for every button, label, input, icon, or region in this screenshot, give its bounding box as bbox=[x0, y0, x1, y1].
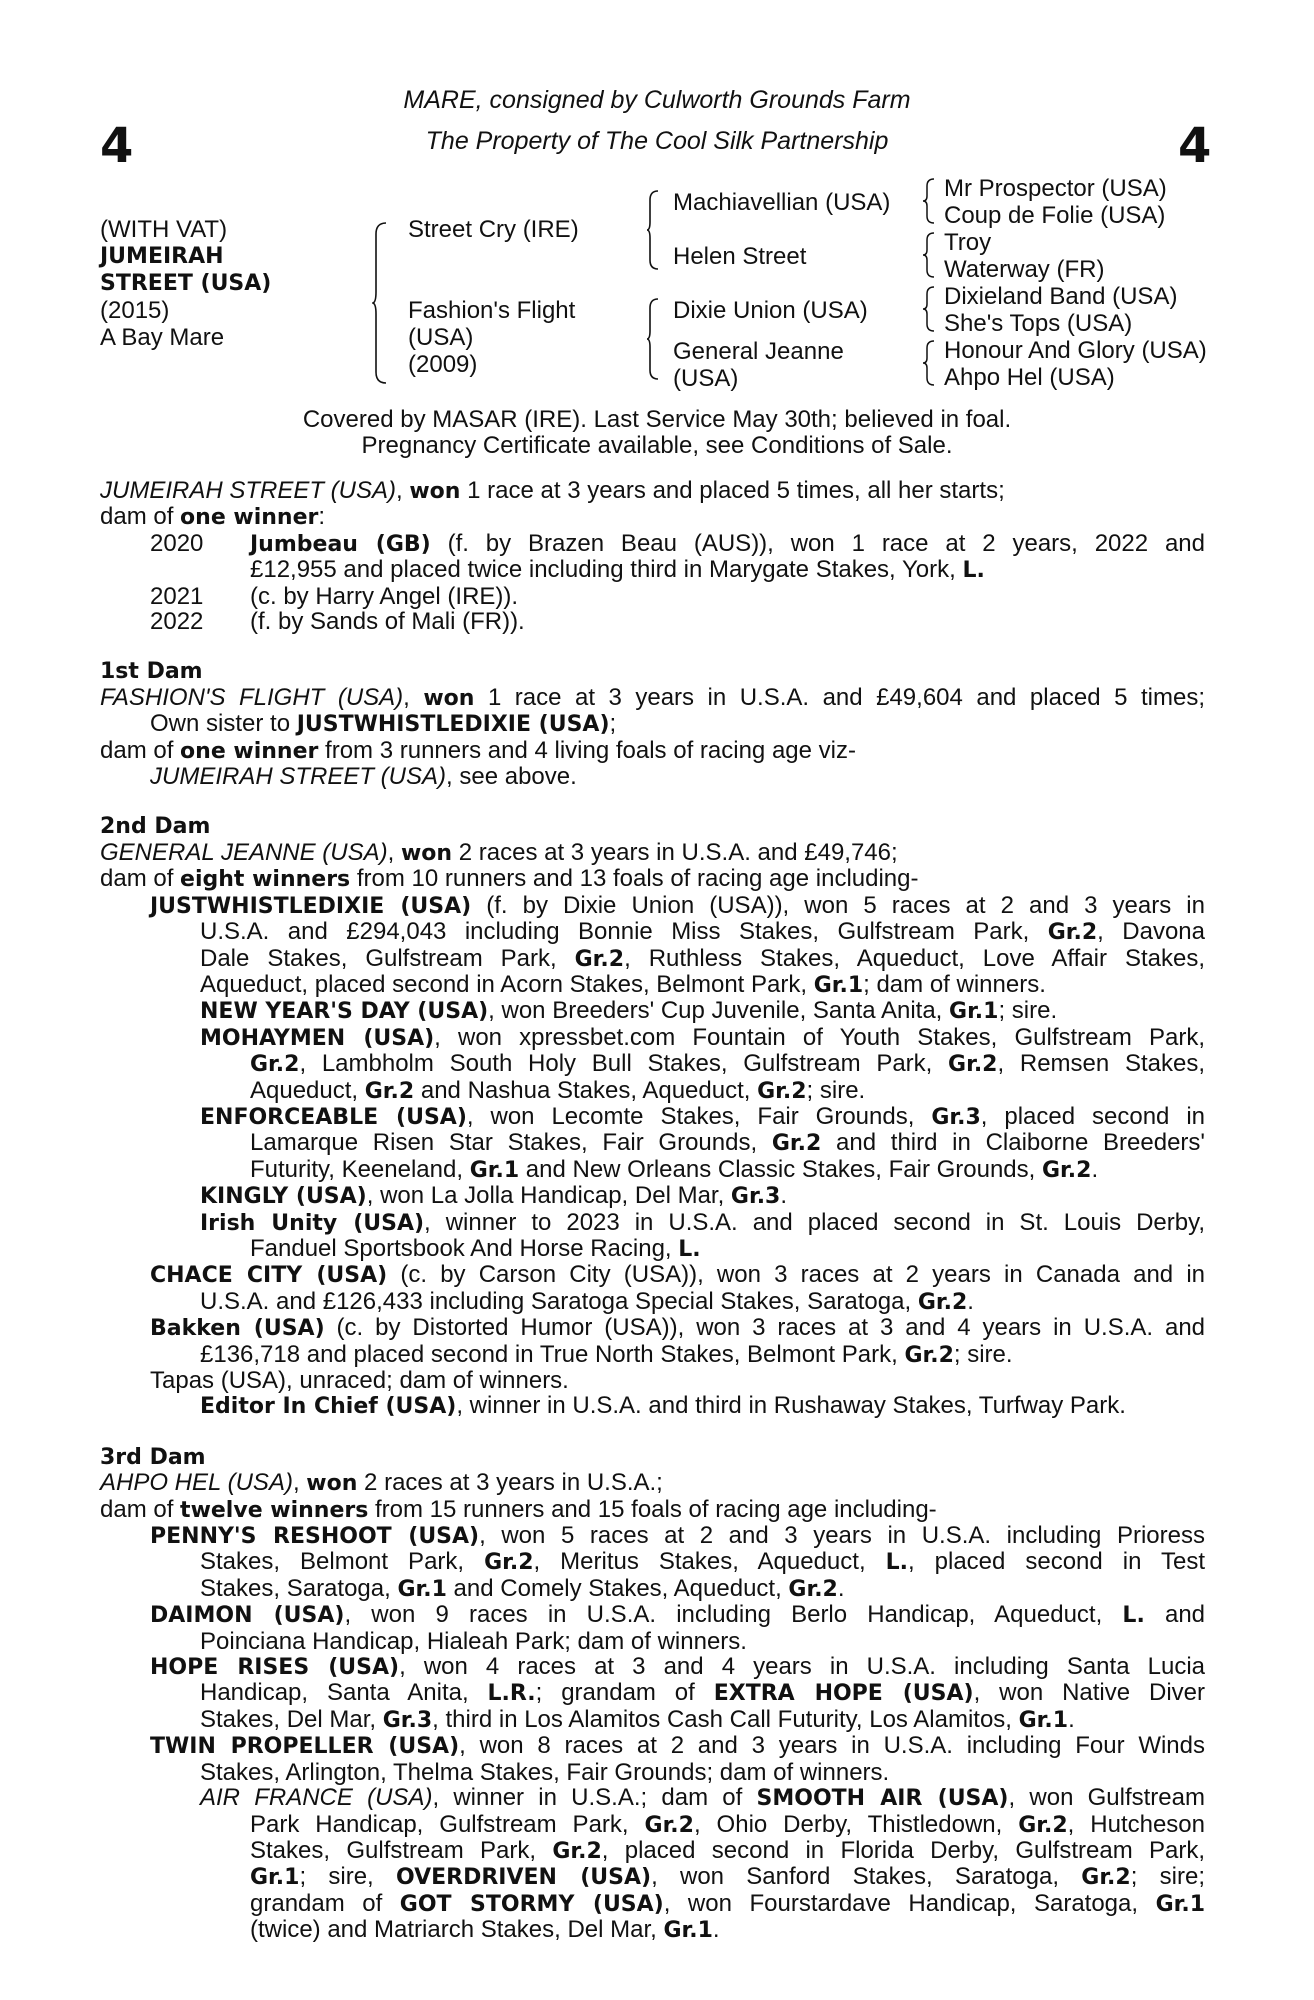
text-line: DAIMON (USA), won 9 races in U.S.A. including Berlo Handicap, Aqueduct, L. and bbox=[150, 1601, 1206, 1629]
brace-dd bbox=[922, 340, 936, 386]
produce-row: 2020 Jumbeau (GB) (f. by Brazen Beau (AUS)), won 1 race at 2 years, 2022 and bbox=[150, 529, 1205, 557]
pedigree-dds: Honour And Glory (USA) bbox=[944, 337, 1207, 364]
brace-sd bbox=[922, 232, 936, 278]
section-heading: 1st Dam bbox=[100, 659, 203, 685]
text-line: HOPE RISES (USA), won 4 races at 3 and 4 years in U.S.A. including Santa Lucia bbox=[150, 1653, 1205, 1681]
text-line: Futurity, Keeneland, Gr.1 and New Orleans Classic Stakes, Fair Grounds, Gr.2. bbox=[250, 1155, 1099, 1183]
text-line: Poinciana Handicap, Hialeah Park; dam of winners. bbox=[200, 1627, 747, 1655]
text-line: JUMEIRAH STREET (USA), won 1 race at 3 years and placed 5 times, all her starts; bbox=[100, 477, 1005, 504]
covered-line: Covered by MASAR (IRE). Last Service May 30th; believed in foal. bbox=[302, 406, 1012, 433]
text-line: Aqueduct, placed second in Acorn Stakes, Belmont Park, Gr.1; dam of winners. bbox=[200, 970, 1046, 998]
lot-name-line2: STREET (USA) bbox=[100, 271, 272, 296]
text-line: Own sister to JUSTWHISTLEDIXIE (USA); bbox=[150, 710, 617, 738]
pedigree-dam-dam-line2: (USA) bbox=[673, 365, 739, 392]
property-line: The Property of The Cool Silk Partnership bbox=[425, 127, 889, 155]
brace-gen1 bbox=[372, 222, 388, 384]
section-heading: 2nd Dam bbox=[100, 814, 211, 840]
text-line: PENNY'S RESHOOT (USA), won 5 races at 2 and 3 years in U.S.A. including Prioress bbox=[150, 1522, 1205, 1550]
text-line: dam of one winner from 3 runners and 4 living foals of racing age viz- bbox=[100, 736, 856, 764]
text-line: Bakken (USA) (c. by Distorted Humor (USA)), won 3 races at 3 and 4 years in U.S.A. and bbox=[150, 1314, 1206, 1342]
text-line: JUSTWHISTLEDIXIE (USA) (f. by Dixie Union (USA)), won 5 races at 2 and 3 years in bbox=[150, 891, 1205, 919]
pedigree-dam: Fashion's Flight bbox=[408, 297, 576, 324]
horse-description: A Bay Mare bbox=[100, 324, 225, 351]
text-line: ENFORCEABLE (USA), won Lecomte Stakes, Fair Grounds, Gr.3, placed second in bbox=[200, 1102, 1206, 1130]
pedigree-ddd: Ahpo Hel (USA) bbox=[944, 364, 1115, 391]
pedigree-sire-dam: Helen Street bbox=[673, 243, 807, 270]
text-line: GENERAL JEANNE (USA), won 2 races at 3 years in U.S.A. and £49,746; bbox=[100, 838, 898, 866]
pedigree-sss: Mr Prospector (USA) bbox=[944, 175, 1167, 202]
brace-sire bbox=[646, 190, 660, 270]
text-line: grandam of GOT STORMY (USA), won Fourstardave Handicap, Saratoga, Gr.1 bbox=[250, 1889, 1206, 1917]
catalogue-text bbox=[100, 478, 1205, 1944]
produce-row: 2021 (c. by Harry Angel (IRE)). bbox=[150, 582, 519, 610]
pedigree-sire: Street Cry (IRE) bbox=[408, 216, 579, 243]
text-line: Lamarque Risen Star Stakes, Fair Grounds, Gr.2 and third in Claiborne Breeders' bbox=[250, 1129, 1205, 1157]
pedigree-sdd: Waterway (FR) bbox=[944, 256, 1105, 283]
text-line: Aqueduct, Gr.2 and Nashua Stakes, Aqueduct, Gr.2; sire. bbox=[250, 1076, 866, 1104]
text-line: Stakes, Belmont Park, Gr.2, Meritus Stakes, Aqueduct, L., placed second in Test bbox=[200, 1548, 1205, 1576]
pedigree-ssd: Coup de Folie (USA) bbox=[944, 202, 1166, 229]
text-line: AHPO HEL (USA), won 2 races at 3 years in U.S.A.; bbox=[100, 1469, 663, 1497]
text-line: dam of eight winners from 10 runners and 13 foals of racing age including- bbox=[100, 865, 919, 893]
text-line: U.S.A. and £126,433 including Saratoga Special Stakes, Saratoga, Gr.2. bbox=[200, 1287, 974, 1315]
text-line: dam of one winner: bbox=[100, 503, 326, 531]
text-line: Dale Stakes, Gulfstream Park, Gr.2, Ruthless Stakes, Aqueduct, Love Affair Stakes, bbox=[200, 944, 1206, 972]
foaling-year: (2015) bbox=[100, 297, 170, 324]
brace-ss bbox=[922, 178, 936, 224]
text-line: NEW YEAR'S DAY (USA), won Breeders' Cup Juvenile, Santa Anita, Gr.1; sire. bbox=[200, 997, 1058, 1025]
pregnancy-line: Pregnancy Certificate available, see Conditions of Sale. bbox=[361, 432, 953, 459]
text-line: dam of twelve winners from 15 runners and 15 foals of racing age including- bbox=[100, 1495, 937, 1523]
text-line: JUMEIRAH STREET (USA), see above. bbox=[150, 763, 577, 791]
text-line: £136,718 and placed second in True North Stakes, Belmont Park, Gr.2; sire. bbox=[200, 1340, 1013, 1368]
vat-note: (WITH VAT) bbox=[100, 216, 228, 243]
pedigree-dam-line2: (USA) bbox=[408, 324, 474, 351]
text-line: (twice) and Matriarch Stakes, Del Mar, Gr.1. bbox=[250, 1916, 720, 1944]
pedigree-dam-dam: General Jeanne bbox=[673, 338, 844, 365]
text-line: KINGLY (USA), won La Jolla Handicap, Del Mar, Gr.3. bbox=[200, 1182, 788, 1210]
pedigree-dam-year: (2009) bbox=[408, 351, 478, 378]
section-heading: 3rd Dam bbox=[100, 1444, 206, 1470]
third-dam-section bbox=[100, 1445, 1205, 1944]
text-line: U.S.A. and £294,043 including Bonnie Miss Stakes, Gulfstream Park, Gr.2, Davona bbox=[200, 918, 1205, 946]
text-line: AIR FRANCE (USA), winner in U.S.A.; dam of SMOOTH AIR (USA), won Gulfstream bbox=[200, 1784, 1205, 1812]
produce-row: 2022 (f. by Sands of Mali (FR)). bbox=[150, 608, 525, 636]
text-line: £12,955 and placed twice including third in Marygate Stakes, York, L. bbox=[250, 556, 985, 584]
text-line: Tapas (USA), unraced; dam of winners. bbox=[150, 1367, 569, 1394]
lot-name: JUMEIRAH bbox=[100, 244, 224, 269]
text-line: Irish Unity (USA), winner to 2023 in U.S.A. and placed second in St. Louis Derby, bbox=[200, 1208, 1206, 1236]
brace-dam bbox=[646, 298, 660, 380]
text-line: Stakes, Arlington, Thelma Stakes, Fair Grounds; dam of winners. bbox=[200, 1758, 890, 1786]
first-dam-section bbox=[100, 659, 1205, 789]
text-line: Handicap, Santa Anita, L.R.; grandam of EXTRA HOPE (USA), won Native Diver bbox=[200, 1679, 1205, 1707]
text-line: Gr.1; sire, OVERDRIVEN (USA), won Sanford Stakes, Saratoga, Gr.2; sire; bbox=[250, 1863, 1205, 1891]
intro-section bbox=[100, 478, 1205, 634]
text-line: Stakes, Gulfstream Park, Gr.2, placed second in Florida Derby, Gulfstream Park, bbox=[250, 1836, 1206, 1864]
text-line: CHACE CITY (USA) (c. by Carson City (USA)), won 3 races at 2 years in Canada and in bbox=[150, 1261, 1205, 1289]
pedigree-dss: Dixieland Band (USA) bbox=[944, 283, 1178, 310]
text-line: FASHION'S FLIGHT (USA), won 1 race at 3 years in U.S.A. and £49,604 and placed 5 times; bbox=[100, 683, 1205, 711]
text-line: Gr.2, Lambholm South Holy Bull Stakes, Gulfstream Park, Gr.2, Remsen Stakes, bbox=[250, 1050, 1205, 1078]
text-line: Editor In Chief (USA), winner in U.S.A. and third in Rushaway Stakes, Turfway Park. bbox=[200, 1392, 1126, 1420]
text-line: TWIN PROPELLER (USA), won 8 races at 2 and 3 years in U.S.A. including Four Winds bbox=[150, 1732, 1205, 1760]
pedigree-dsd: She's Tops (USA) bbox=[944, 310, 1133, 337]
brace-ds bbox=[922, 286, 936, 332]
pedigree-sds: Troy bbox=[944, 229, 992, 256]
lot-number-right: 4 bbox=[1178, 118, 1212, 174]
text-line: MOHAYMEN (USA), won xpressbet.com Fountain of Youth Stakes, Gulfstream Park, bbox=[200, 1023, 1205, 1051]
text-line: Stakes, Saratoga, Gr.1 and Comely Stakes, Aqueduct, Gr.2. bbox=[200, 1574, 845, 1602]
lot-number-left: 4 bbox=[100, 118, 134, 174]
text-line: Park Handicap, Gulfstream Park, Gr.2, Ohio Derby, Thistledown, Gr.2, Hutcheson bbox=[250, 1810, 1206, 1838]
pedigree-sire-sire: Machiavellian (USA) bbox=[673, 189, 891, 216]
consignor-line: MARE, consigned by Culworth Grounds Farm bbox=[403, 86, 911, 114]
text-line: Fanduel Sportsbook And Horse Racing, L. bbox=[250, 1234, 701, 1262]
text-line: Stakes, Del Mar, Gr.3, third in Los Alamitos Cash Call Futurity, Los Alamitos, Gr.1. bbox=[200, 1705, 1075, 1733]
pedigree-dam-sire: Dixie Union (USA) bbox=[673, 297, 868, 324]
second-dam-section bbox=[100, 814, 1205, 1419]
